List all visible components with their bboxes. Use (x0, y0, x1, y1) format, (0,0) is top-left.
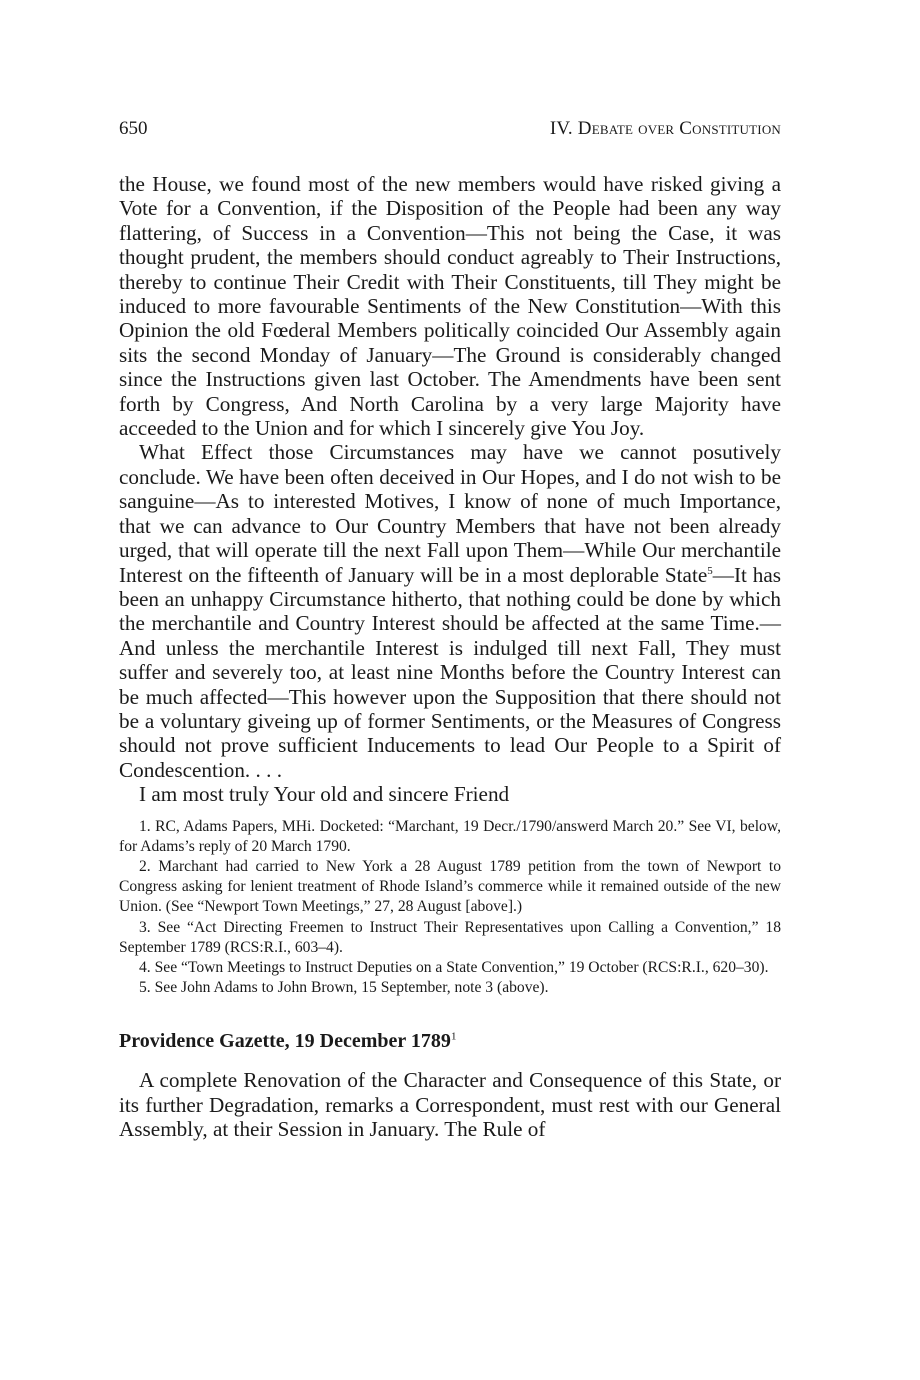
footnote-2: 2. Marchant had carried to New York a 28 August 1789 petition from the town of Newport to Congress asking for lenient treatment of Rhode Island’s commerce while it remained outside of the new Union. (See “Newport Town Meetings,” 27, 28 August [above].) (119, 857, 781, 916)
book-page (119, 118, 781, 1142)
letter-paragraph-2: What Effect those Circumstances may have we cannot posutively conclude. We have been often deceived in Our Hopes, and I do not wish to be sanguine—As to interested Motives, I know of none of much Importance, that we can advance to Our Country Members that have not been already urged, that will operate till the next Fall upon Them—While Our merchantile Interest on the fifteenth of January will be in a most deplorable State$^5$—It has been an unhappy Circumstance hitherto, that nothing could be done by which the merchantile and Country Interest should be affected at the same Time.—And unless the merchantile Interest is indulged till next Fall, They must suffer and severely too, at least nine Months before the Country Interest can be much affected—This however upon the Supposition that there should not be a voluntary giveing up of former Sentiments, or the Measures of Congress should not prove sufficient Inducements to lead Our People to a Spirit of Condescention. . . . (119, 440, 781, 782)
footnote-ref-5: 5 (707, 564, 713, 577)
footnotes (119, 817, 781, 999)
page-number: 650 (119, 118, 148, 139)
letter-closing: I am most truly Your old and sincere Friend (139, 782, 510, 807)
section-heading: Providence Gazette, 19 December 1789$^1$ (119, 1030, 457, 1053)
footnote-4: 4. See “Town Meetings to Instruct Deputies on a State Convention,” 19 October (RCS:R.I., 620–30). (139, 958, 769, 976)
footnote-5: 5. See John Adams to John Brown, 15 September, note 3 (above). (139, 979, 549, 997)
section-body (119, 1068, 781, 1141)
letter-paragraph-1: the House, we found most of the new members would have risked giving a Vote for a Convention, if the Disposition of the People had been any way flattering, of Success in a Convention—This not being the Case, it was thought prudent, the members should conduct agreably to Their Instructions, thereby to continue Their Credit with Their Constituents, till They might be induced to more favourable Sentiments of the New Constitution—With this Opinion the old Fœderal Members politically coincided Our Assembly again sits the second Monday of January—The Ground is considerably changed since the Instructions given last October. The Amendments have been sent forth by Congress, And North Carolina by a very large Majority have acceeded to the Union and for which I sincerely give You Joy. (119, 172, 781, 441)
letter-body (119, 172, 781, 782)
footnote-3: 3. See “Act Directing Freemen to Instruct Their Representatives upon Calling a Convention,” 18 September 1789 (RCS:R.I., 603–4). (119, 918, 781, 956)
running-head (119, 118, 781, 152)
heading-footnote-ref: 1 (450, 1030, 457, 1043)
running-title: IV. Debate over Constitution (549, 118, 781, 139)
section-paragraph-1: A complete Renovation of the Character and Consequence of this State, or its further Degradation, remarks a Correspondent, must rest with our General Assembly, at their Session in January. The Rule of (119, 1068, 781, 1142)
footnote-1: 1. RC, Adams Papers, MHi. Docketed: “Marchant, 19 Decr./1790/answerd March 20.” See VI, below, for Adams’s reply of 20 March 1790. (119, 817, 781, 855)
